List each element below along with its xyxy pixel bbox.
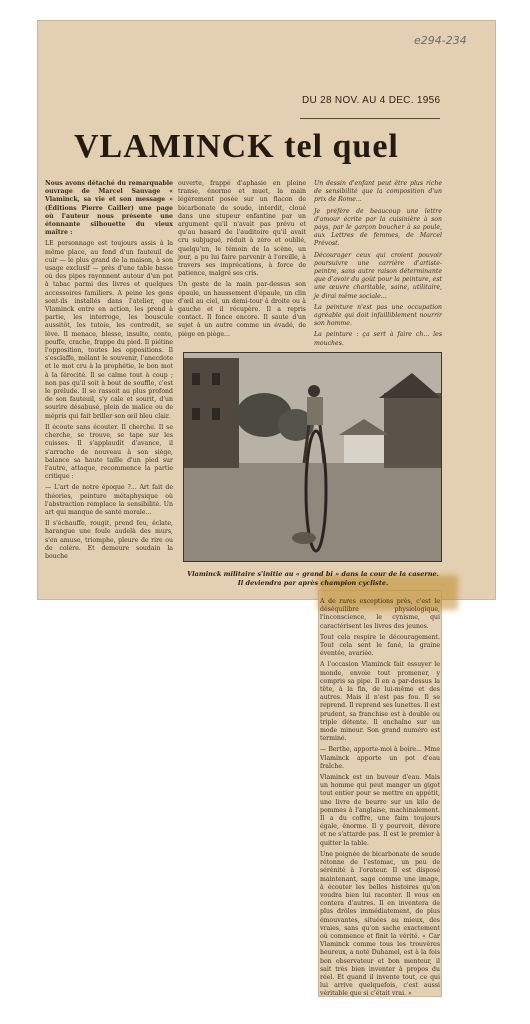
quote: La peinture : ça sert à faire ch... les mouches. xyxy=(314,331,442,347)
quote: Je préfère de beaucoup une lettre d'amour écrite par la cuisinière à son pays, par le garçon boucher à sa poule, aux Lettres de femmes, de Marcel Prévost. xyxy=(314,207,442,248)
archive-reference: e294-234 xyxy=(414,34,467,47)
paragraph: Vlaminck est un buveur d'eau. Mais un homme qui peut manger un gigot tout entier pour se mettre en appétit, une livre de beurre sur un kilo de pommes à l'anglaise, machinalement. Il a du coffre, une faim toujours égale, énorme. Il y pourvoit, dévore et ne s'attarde pas. Il est le premier à quitter la table. xyxy=(320,774,440,847)
paragraph: A l'occasion Vlaminck fait essuyer le monde, envoie tout promener, y compris sa pipe. Il en a par-dessus la tête, à la fin, de lui-même et des autres. Mais il n'est pas fou. Il se reprend. Il reprend ses lunettes. Il est prudent, sa franchise est à double ou triple détente. Il enchaîne sur un mode mineur. Son grand numéro est terminé. xyxy=(320,661,440,743)
column-2 xyxy=(178,180,306,342)
quote: La peinture n'est pas une occupation agréable qui doit infailliblement nourrir son homme. xyxy=(314,303,442,328)
quote: Décourager ceux qui croient pouvoir poursuivre une carrière d'artiste-peintre, sans autre raison déterminante que d'avoir du goût pour la peinture, est une œuvre charitable, saine, utilitaire, je dirai même sociale... xyxy=(314,251,442,300)
paragraph: Il écoute sans écouter. Il cherche. Il se cherche, se trouve, se tape sur les cuisses. Il s'applaudit d'avance, il s'arrache de nouveau à son siège, balance sa haute taille d'un pied sur l'autre, attaque, recommence la partie critique : xyxy=(45,423,173,481)
paragraph: Tout cela respire le découragement. Tout cela sent le fané, la graine éventée, avariée. xyxy=(320,633,440,658)
paragraph: ouverte, frappé d'aphasie en pleine transe, énorme et muet, la main légèrement posée sur un flacon de bicarbonate de soude, interdit, cloué dans une stupeur enfantine par un argument qu'il n'avait pas prévu et qu'au hasard de l'auditoire qu'il avait cru subjugué, réduit à zéro et oublié, quelqu'un, le témoin de la scène, un jour, a pu lui faire parvenir à l'oreille, à travers ses imprécations, à force de patience, malgré ses cris. xyxy=(178,180,306,278)
quote: Un dessin d'enfant peut être plus riche de sensibilité que la composition d'un prix de Rome... xyxy=(314,180,442,204)
column-3-quotes xyxy=(314,180,442,351)
paragraph: Un geste de la main par-dessus son épaule, un haussement d'épaule, un clin d'œil au ciel, un demi-tour à droite ou à gauche et il récupère. Il a repris contact. Il fonce encore. Il saute d'un sujet à un autre comme un évadé, de piège en piège... xyxy=(178,281,306,338)
paragraph: A de rares exceptions près, c'est le déséquilibre physiologique, l'inconscience, le cynisme, qui caractérisent les livres des jeunes. xyxy=(320,598,440,630)
paragraph: — Berthe, apporte-moi à boire... Mme Vlaminck apporte un pot d'eau fraîche. xyxy=(320,746,440,770)
dateline-rule xyxy=(300,118,440,119)
paragraph: Il s'échauffe, rougit, prend feu, éclate, harangue une foule audelà des murs, s'en amuse, triomphe, pleure de rire ou de colère. Et demeure soudain la bouche xyxy=(45,520,173,560)
dateline: DU 28 NOV. AU 4 DEC. 1956 xyxy=(302,95,441,106)
intro-paragraph: Nous avons détaché du remarquable ouvrage de Marcel Sauvage « Vlaminck, sa vie et son message » (Éditions Pierre Cailler) une page où l'auteur nous présente une étonnante silhouette du vieux maître : xyxy=(45,180,173,237)
column-1 xyxy=(45,180,173,564)
paragraph: LE personnage est toujours assis à la même place, au fond d'un fauteuil de cuir — le plus grand de la maison, à son usage exclusif — près d'une table basse où des pipes rayonnent autour d'un pot à tabac parmi des livres et quelques accessoires familiers. A peine les gens sont-ils installés dans l'atelier, que Vlaminck entre en action, les prend à partie, les interroge, les bouscule aussitôt, les tutoie, les contredit, se lève. Il menace, blesse, insulte, conte, pouffe, crache, frappe du pied. Il piétine l'opposition, toutes les oppositions. Il s'esclaffe, mêlant le souvenir, l'anecdote et le mot cru à la prophétie, le bon mot à la férocité. Il se calme tout à coup ; non pas qu'il soit à bout de souffle, c'est le prélude. Il se rassoit au plus profond de son fauteuil, s'y cale et sourit, d'un sourire désabusé, plein de malice ou de mépris qui fait briller son œil bleu clair. xyxy=(45,240,173,420)
photo-caption: Vlaminck militaire s'initie au « grand bi » dans la cour de la caserne. Il deviendra par après champion cycliste. xyxy=(187,570,439,587)
article-title: VLAMINCK tel quel xyxy=(74,128,399,165)
column-4-continuation xyxy=(320,598,440,1002)
paragraph: Une poignée de bicarbonate de soude rétonne de l'estomac, un peu de sérénité à l'orateur. Il est disposé maintenant, sage comme une image, à écouter les belles histoires qu'on voudra bien lui raconter. Il vous en contera d'autres. Il en inventera de plus drôles immédiatement, de plus émouvantes, situées au mieux, des vraies, sans qu'on sache exactement où commence et finit la vérité. « Car Vlaminck comme tous les trouvères heureux, a noté Duhamel, est à la fois bon observateur et bon menteur, il sait très bien inventer à propos du réel. Et quand il invente tout, ce qui lui arrive quelquefois, c'est aussi véritable que si c'était vrai. » xyxy=(320,850,440,998)
paragraph: — L'art de notre époque ?... Art fait de théories, peinture métaphysique où l'abstraction remplace la sensibilité. Un art qui manque de santé morale... xyxy=(45,484,173,516)
photograph xyxy=(183,352,442,562)
vlaminck-bicycle-photo xyxy=(184,353,441,561)
